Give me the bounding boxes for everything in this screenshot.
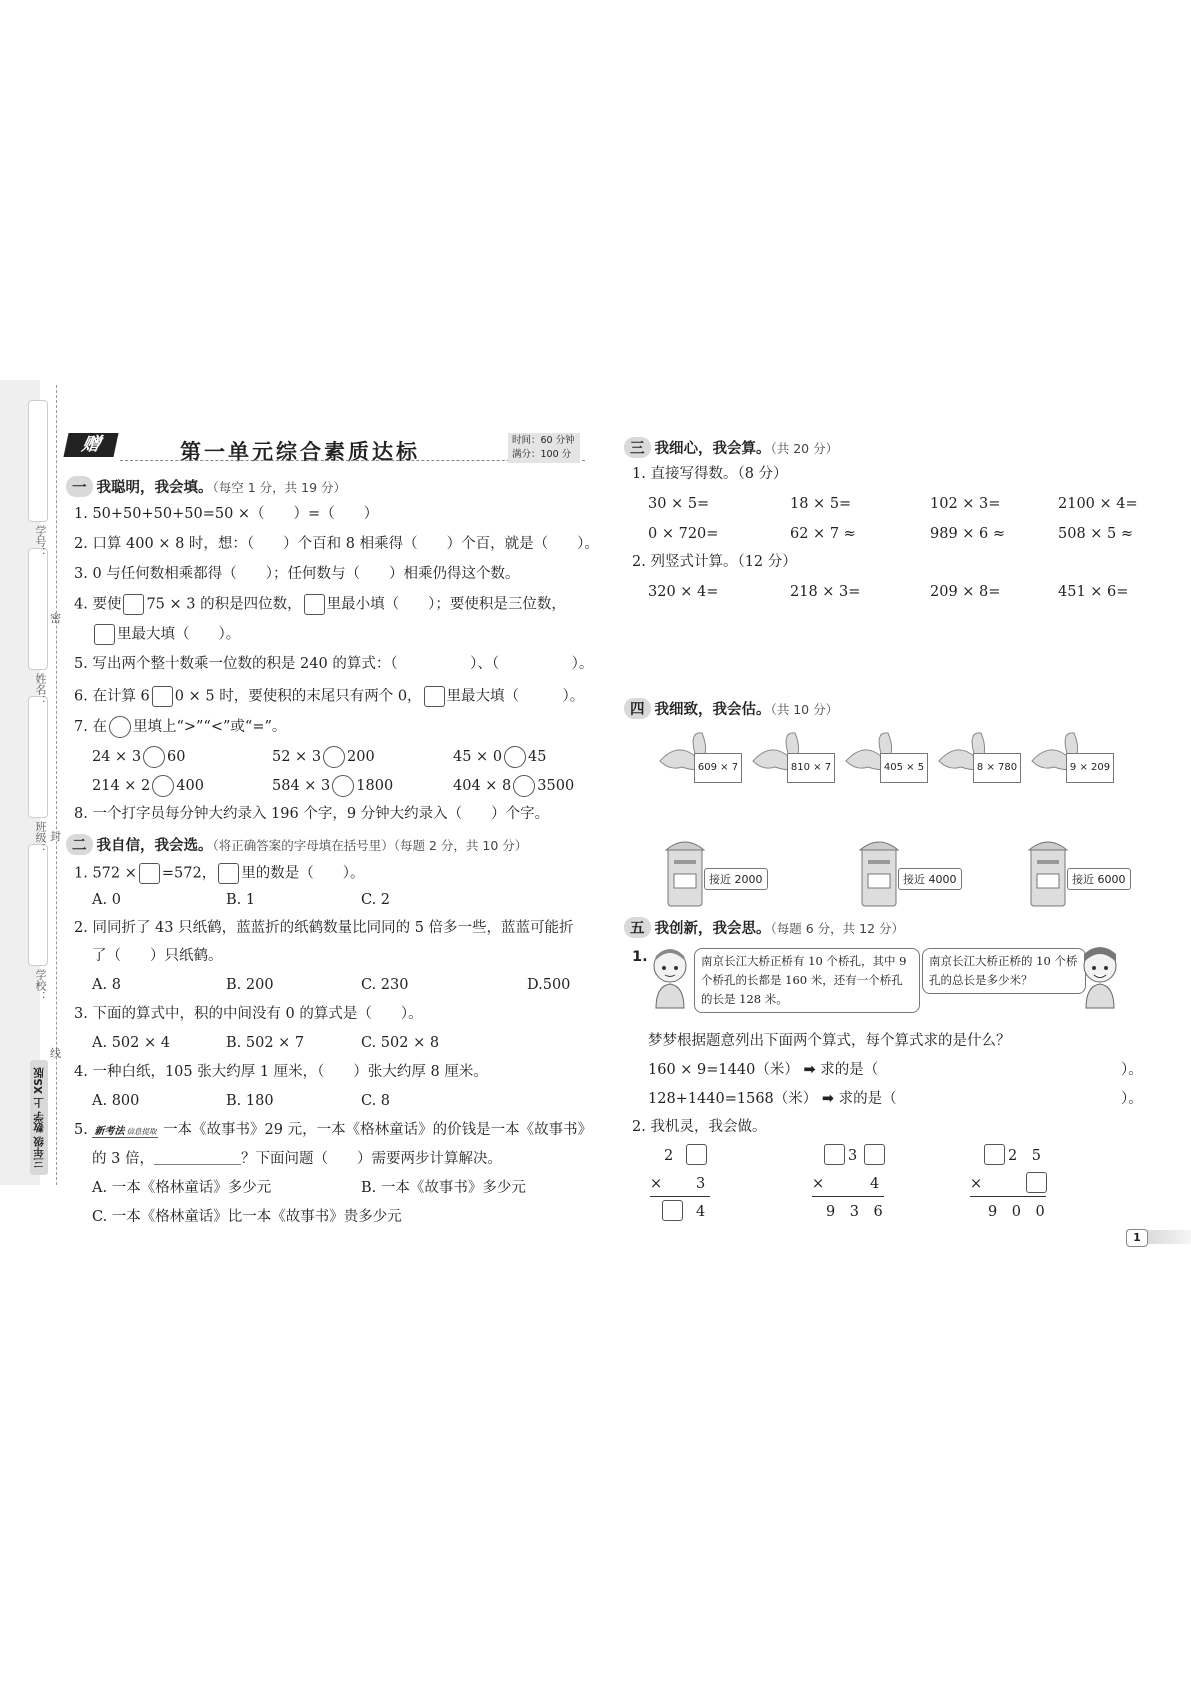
digit-box[interactable] [662, 1200, 683, 1221]
option[interactable]: C. 一本《格林童话》比一本《故事书》贵多少元 [92, 1209, 402, 1225]
compare-item: 404 × 8 3500 [453, 775, 574, 797]
envelope-label: 609 × 7 [694, 753, 742, 783]
section-4-title: 我细致，我会估。 [654, 702, 771, 718]
field-label-id: 学号： [34, 525, 47, 558]
girl-avatar [648, 944, 692, 1010]
info-extract-tag-label: 信息提取 [126, 1127, 157, 1136]
calc-item: 451 × 6= [1058, 584, 1129, 600]
cut-mark-mi: 密 [50, 612, 61, 625]
section-4-heading [624, 698, 838, 719]
series-label [30, 1060, 48, 1175]
blank-box[interactable] [424, 686, 445, 707]
formula-2-tail: 求的是（ [838, 1091, 897, 1107]
formula-1: 160 × 9=1440（米） [648, 1062, 799, 1078]
envelope-label: 9 × 209 [1066, 753, 1114, 783]
formula-1-tail: 求的是（ [820, 1062, 879, 1078]
formula-2-close: ）。 [1121, 1091, 1143, 1107]
name-box-3 [28, 696, 48, 818]
s1-question-8: 8. 一个打字员每分钟大约录入 196 个字，9 分钟大约录入（ ）个字。 [74, 806, 550, 822]
option[interactable]: B. 一本《故事书》多少元 [361, 1180, 526, 1196]
blank-circle[interactable] [143, 746, 165, 768]
mailbox-label: 接近 2000 [704, 868, 768, 890]
page-number: 1 [1126, 1229, 1148, 1247]
option[interactable]: C. 8 [361, 1093, 391, 1109]
s1-q6-part-a: 6. 在计算 6 [74, 688, 150, 705]
s1-question-7 [74, 716, 286, 738]
digit: 2 5 [1008, 1148, 1041, 1164]
s2-q5-text: 一本《故事书》29 元，一本《格林童话》的价钱是一本《故事书》 [163, 1122, 593, 1138]
s1-q4-part-d: 里最大填（ ）。 [117, 626, 241, 643]
section-2-title: 我自信，我会选。 [96, 838, 213, 854]
option[interactable]: A. 800 [92, 1093, 140, 1109]
s1-q7-part-a: 7. 在 [74, 719, 107, 735]
field-label-school: 学校： [34, 969, 47, 1002]
name-box-1 [28, 400, 48, 522]
calc-item: 508 × 5 ≈ [1058, 526, 1134, 542]
compare-item: 214 × 2 400 [92, 775, 204, 797]
mailbox-icon [858, 838, 900, 908]
dove-envelope [751, 727, 837, 787]
calc-item: 102 × 3= [930, 496, 1001, 512]
boy-avatar [1078, 944, 1122, 1010]
blank-circle[interactable] [332, 775, 354, 797]
section-3-title: 我细心，我会算。 [654, 441, 771, 457]
s2-question-4: 4. 一种白纸，105 张大约厚 1 厘米，（ ）张大约厚 8 厘米。 [74, 1064, 488, 1080]
option[interactable]: C. 2 [361, 892, 391, 908]
digit: 9 0 0 [988, 1204, 1045, 1220]
option[interactable]: B. 502 × 7 [226, 1035, 305, 1051]
option[interactable]: B. 1 [226, 892, 256, 908]
option[interactable]: A. 0 [92, 892, 121, 908]
s2-question-5 [74, 1120, 592, 1142]
envelope-label: 810 × 7 [787, 753, 835, 783]
blank-box[interactable] [139, 863, 160, 884]
envelope-label: 405 × 5 [880, 753, 928, 783]
option[interactable]: D.500 [527, 977, 571, 993]
digit: 9 3 6 [826, 1204, 883, 1220]
calc-item: 320 × 4= [648, 584, 719, 600]
s1-question-4-cont [92, 624, 240, 645]
option[interactable]: C. 502 × 8 [361, 1035, 440, 1051]
page-title: 第一单元综合素质达标 [180, 439, 420, 464]
s1-q4-part-c: 里最小填（ ）；要使积是三位数， [326, 596, 566, 613]
compare-item: 584 × 3 1800 [272, 775, 393, 797]
s1-question-3: 3. 0 与任何数相乘都得（ ）；任何数与（ ）相乘仍得这个数。 [74, 566, 520, 582]
formula-1-close: ）。 [1121, 1062, 1143, 1078]
option[interactable]: B. 200 [226, 977, 274, 993]
option[interactable]: A. 一本《格林童话》多少元 [92, 1180, 272, 1196]
mailbox [664, 838, 774, 908]
new-method-tag [92, 1126, 158, 1138]
vertical-mult-2 [812, 1142, 902, 1222]
boy-icon [1078, 944, 1122, 1010]
section-1-note: （每空 1 分，共 19 分） [212, 480, 347, 495]
name-box-2 [28, 548, 48, 670]
cut-mark-xian: 线 [50, 1047, 61, 1060]
gift-badge: 赠 [63, 433, 118, 457]
dove-envelope [844, 727, 930, 787]
calc-item: 18 × 5= [790, 496, 852, 512]
blank-circle[interactable] [152, 775, 174, 797]
digit-box[interactable] [824, 1144, 845, 1165]
s1-question-6 [74, 686, 584, 707]
section-1-number: 一 [66, 476, 93, 497]
s3-part-2: 2. 列竖式计算。（12 分） [632, 554, 797, 570]
vertical-mult-3 [970, 1142, 1060, 1222]
compare-item: 24 × 3 60 [92, 746, 186, 768]
new-method-tag-label: 新考法 [94, 1126, 125, 1137]
field-label-class: 班级： [34, 821, 47, 854]
digit: 4 [870, 1176, 880, 1192]
blank-box[interactable] [304, 594, 325, 615]
digit: 4 [696, 1204, 706, 1220]
vertical-mult-1 [650, 1142, 730, 1222]
compare-item: 52 × 3 200 [272, 746, 375, 768]
cut-mark-feng: 封 [50, 830, 61, 843]
speech-bubble-facts: 南京长江大桥正桥有 10 个桥孔，其中 9 个桥孔的长都是 160 米，还有一个桥孔的长是 128 米。 [694, 948, 920, 1013]
rule [812, 1196, 884, 1197]
s1-q6-part-b: 0 × 5 时，要使积的末尾只有两个 0， [174, 688, 422, 705]
section-4-note: （共 10 分） [770, 702, 839, 717]
name-box-4 [28, 844, 48, 966]
full-score: 满分：100 分 [512, 449, 572, 460]
s5-part-1-number: 1. [632, 949, 648, 965]
s1-question-1: 1. 50+50+50+50=50 ×（ ）=（ ） [74, 506, 379, 522]
section-4-number: 四 [624, 698, 651, 719]
calc-item: 218 × 3= [790, 584, 861, 600]
calc-item: 2100 × 4= [1058, 496, 1138, 512]
digit-box[interactable] [1026, 1172, 1047, 1193]
blank-circle[interactable] [504, 746, 526, 768]
compare-item: 45 × 0 45 [453, 746, 547, 768]
arrow-right-icon: ➡ [803, 1062, 816, 1078]
girl-icon [648, 944, 692, 1010]
blank-circle[interactable] [323, 746, 345, 768]
section-5-number: 五 [624, 917, 651, 938]
section-3-number: 三 [624, 437, 651, 458]
option[interactable]: A. 502 × 4 [92, 1035, 170, 1051]
s1-question-5: 5. 写出两个整十数乘一位数的积是 240 的算式：（ ）、（ ）。 [74, 656, 594, 672]
calc-item: 209 × 8= [930, 584, 1001, 600]
series-subject: 数学 [33, 1111, 45, 1133]
s1-question-2: 2. 口算 400 × 8 时，想：（ ）个百和 8 相乘得（ ）个百，就是（ ）。 [74, 536, 599, 552]
digit-box[interactable] [864, 1144, 885, 1165]
field-label-name: 姓名： [34, 673, 47, 706]
blank-box[interactable] [123, 594, 144, 615]
rule [970, 1196, 1046, 1197]
section-1-heading [66, 476, 346, 497]
formula-line-2 [648, 1089, 897, 1109]
blank-box[interactable] [94, 624, 115, 645]
section-2-note: （将正确答案的字母填在括号里）（每题 2 分，共 10 分） [212, 838, 528, 853]
mailbox-icon [664, 838, 706, 908]
section-2-heading [66, 834, 527, 855]
dove-envelope [937, 727, 1023, 787]
s2-question-3: 3. 下面的算式中，积的中间没有 0 的算式是（ ）。 [74, 1006, 423, 1022]
s2-question-5-cont: 的 3 倍，＿＿＿＿＿＿？下面问题（ ）需要两步计算解决。 [92, 1151, 502, 1167]
arrow-right-icon: ➡ [821, 1091, 835, 1107]
s2-question-2: 2. 同同折了 43 只纸鹤，蓝蓝折的纸鹤数量比同同的 5 倍多一些，蓝蓝可能折 [74, 920, 574, 936]
digit: 3 [848, 1148, 858, 1164]
s1-q4-part-b: 75 × 3 的积是四位数， [146, 596, 302, 613]
digit: 3 [696, 1176, 706, 1192]
times-sign: × [650, 1176, 663, 1192]
blank-circle[interactable] [109, 716, 131, 738]
section-3-note: （共 20 分） [770, 441, 839, 456]
blank-box[interactable] [218, 863, 239, 884]
digit: 2 [664, 1148, 674, 1164]
speech-bubble-question: 南京长江大桥正桥的 10 个桥孔的总长是多少米？ [922, 948, 1086, 994]
cut-line [56, 385, 57, 1185]
formula-line-1 [648, 1060, 878, 1080]
option[interactable]: C. 230 [361, 977, 409, 993]
calc-item: 62 × 7 ≈ [790, 526, 856, 542]
series-grade: 三年级 [33, 1136, 45, 1168]
s1-q6-part-c: 里最大填（ ）。 [446, 688, 585, 705]
dove-envelope [658, 727, 744, 787]
s1-q4-part-a: 4. 要使 [74, 596, 122, 613]
series-edition: XS版 [33, 1067, 45, 1094]
section-1-title: 我聪明，我会填。 [96, 480, 213, 496]
blank-circle[interactable] [513, 775, 535, 797]
section-5-heading [624, 917, 904, 938]
s1-question-4 [74, 594, 566, 615]
time-limit: 时间：60 分钟 [512, 435, 575, 446]
digit-box[interactable] [686, 1144, 707, 1165]
times-sign: × [812, 1176, 825, 1192]
mailbox [858, 838, 968, 908]
times-sign: × [970, 1176, 983, 1192]
section-5-note: （每题 6 分，共 12 分） [770, 921, 905, 936]
envelope-label: 8 × 780 [973, 753, 1021, 783]
s3-part-1: 1. 直接写得数。（8 分） [632, 466, 788, 482]
calc-item: 30 × 5= [648, 496, 710, 512]
formula-2: 128+1440=1568（米） [648, 1091, 818, 1107]
calc-item: 989 × 6 ≈ [930, 526, 1006, 542]
s5-part-2: 2. 我机灵，我会做。 [632, 1119, 767, 1135]
blank-box[interactable] [152, 686, 173, 707]
mailbox-label: 接近 6000 [1067, 868, 1131, 890]
s2-question-2-cont: 了（ ）只纸鹤。 [92, 948, 223, 964]
series-term: 上 [33, 1097, 45, 1108]
time-score-box [508, 433, 580, 463]
section-5-title: 我创新，我会思。 [654, 921, 771, 937]
section-2-number: 二 [66, 834, 93, 855]
s2-question-1: 1. 572 × =572， 里的数是（ ）。 [74, 863, 364, 884]
mailbox-icon [1027, 838, 1069, 908]
option[interactable]: B. 180 [226, 1093, 274, 1109]
dove-envelope [1030, 727, 1116, 787]
calc-item: 0 × 720= [648, 526, 719, 542]
section-3-heading [624, 437, 838, 458]
digit-box[interactable] [984, 1144, 1005, 1165]
option[interactable]: A. 8 [92, 977, 121, 993]
s1-q7-part-b: 里填上“>”“<”或“=”。 [132, 719, 287, 735]
rule [650, 1196, 710, 1197]
s5-ask: 梦梦根据题意列出下面两个算式，每个算式求的是什么？ [648, 1033, 1011, 1049]
mailbox-label: 接近 4000 [898, 868, 962, 890]
s2-q5-number: 5. [74, 1122, 88, 1138]
mailbox [1027, 838, 1137, 908]
